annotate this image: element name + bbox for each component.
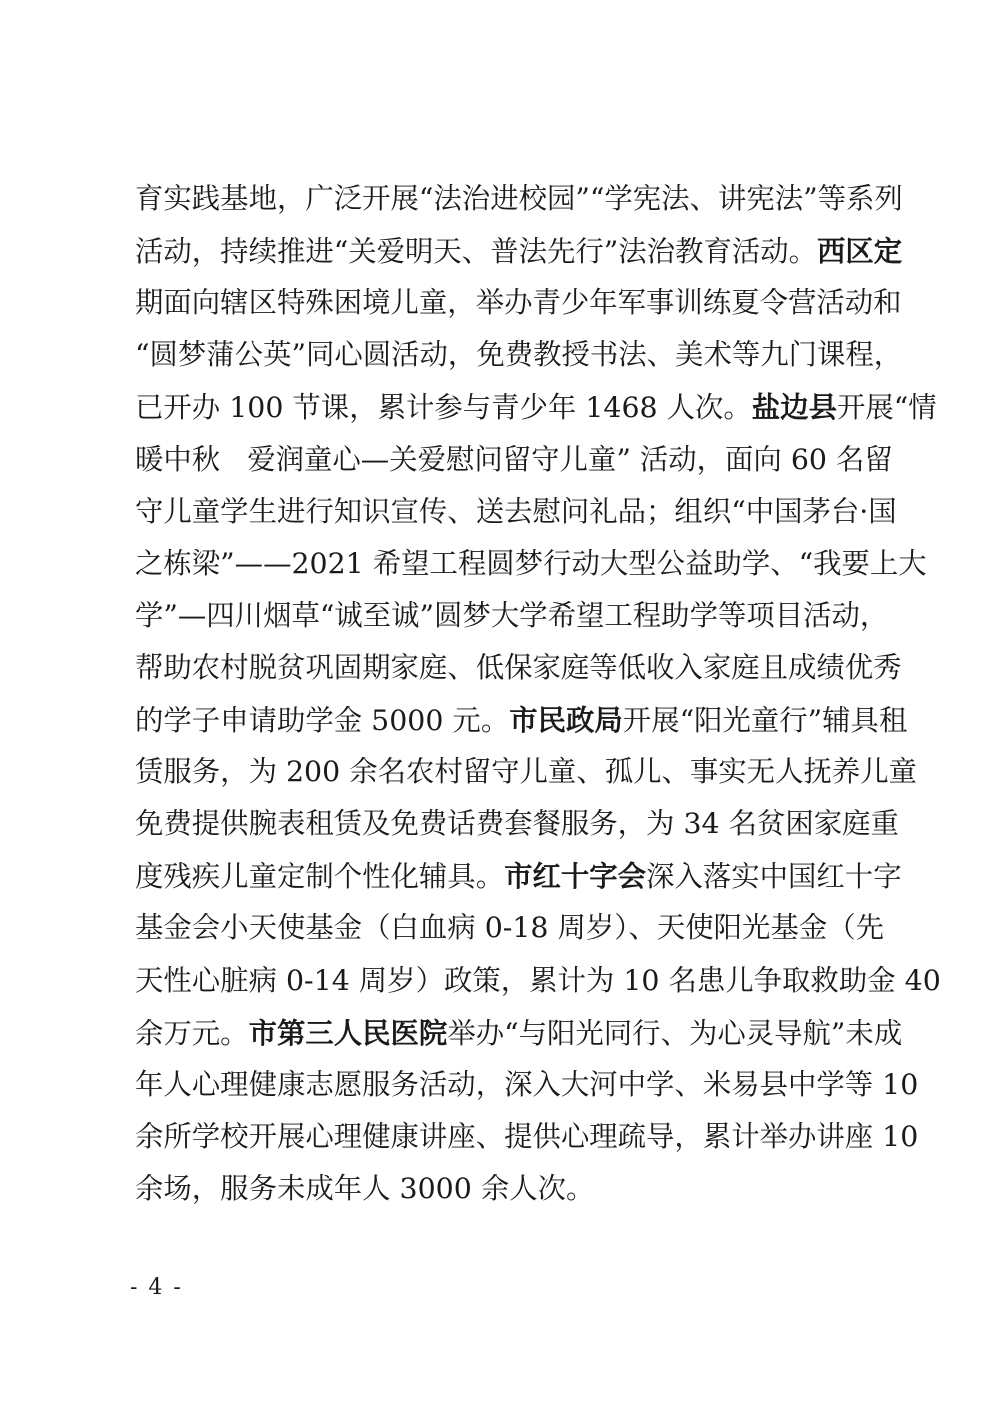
text-line: 守儿童学生进行知识宣传、送去慰问礼品；组织“中国茅台·国 (135, 495, 897, 528)
text-line: 之栋梁”——2021 希望工程圆梦行动大型公益助学、“我要上大 (135, 547, 927, 580)
bold-organization-name: 市民政局 (509, 703, 623, 737)
bold-organization-name: 市第三人民医院 (248, 1016, 448, 1050)
text-line: 活动，持续推进“关爱明天、普法先行”法治教育活动。西区定 (135, 234, 903, 268)
text-line: 余所学校开展心理健康讲座、提供心理疏导，累计举办讲座 10 (135, 1120, 919, 1153)
bold-organization-name: 西区定 (817, 234, 903, 268)
text-line: 已开办 100 节课，累计参与青少年 1468 人次。盐边县开展“情 (135, 390, 937, 424)
text-line: 帮助农村脱贫巩固期家庭、低保家庭等低收入家庭且成绩优秀 (135, 651, 902, 684)
text-line: 余万元。市第三人民医院举办“与阳光同行、为心灵导航”未成 (135, 1016, 903, 1050)
text-line: 余场，服务未成年人 3000 余人次。 (135, 1172, 595, 1205)
text-line: 期面向辖区特殊困境儿童，举办青少年军事训练夏令营活动和 (135, 286, 902, 319)
text-line: 年人心理健康志愿服务活动，深入大河中学、米易县中学等 10 (135, 1068, 919, 1101)
text-line: 基金会小天使基金（白血病 0-18 周岁）、天使阳光基金（先 (135, 911, 885, 944)
text-line: 赁服务，为 200 余名农村留守儿童、孤儿、事实无人抚养儿童 (135, 755, 918, 788)
bold-organization-name: 市红十字会 (504, 859, 647, 893)
text-line: 度残疾儿童定制个性化辅具。市红十字会深入落实中国红十字 (135, 859, 902, 893)
text-line: “圆梦蒲公英”同心圆活动，免费教授书法、美术等九门课程， (135, 338, 903, 371)
text-line: 学”—四川烟草“诚至诚”圆梦大学希望工程助学等项目活动， (135, 599, 889, 632)
text-line: 天性心脏病 0-14 周岁）政策，累计为 10 名患儿争取救助金 40 (135, 964, 941, 997)
text-line: 暖中秋 爱润童心—关爱慰问留守儿童” 活动，面向 60 名留 (135, 443, 893, 476)
bold-organization-name: 盐边县 (751, 390, 837, 424)
text-line: 的学子申请助学金 5000 元。市民政局开展“阳光童行”辅具租 (135, 703, 908, 737)
page-number: - 4 - (130, 1275, 183, 1300)
text-line: 育实践基地，广泛开展“法治进校园”“学宪法、讲宪法”等系列 (135, 182, 903, 215)
text-line: 免费提供腕表租赁及免费话费套餐服务，为 34 名贫困家庭重 (135, 807, 899, 840)
